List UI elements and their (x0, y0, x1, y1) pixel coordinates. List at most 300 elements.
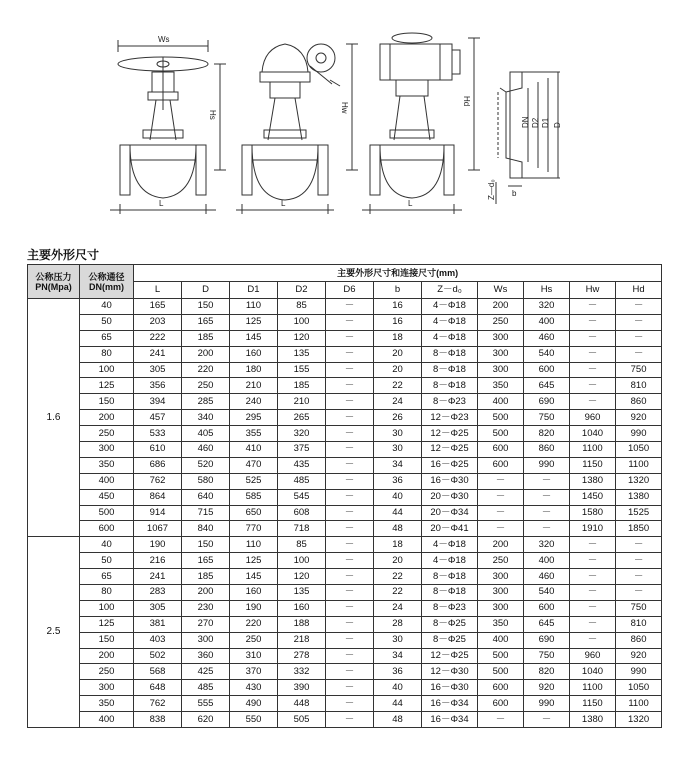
table-cell: 860 (616, 394, 662, 410)
table-cell: 150 (182, 537, 230, 553)
table-row (28, 330, 662, 346)
table-cell: 600 (478, 696, 524, 712)
table-cell: 241 (134, 346, 182, 362)
table-cell: 203 (134, 314, 182, 330)
table-cell: 500 (478, 664, 524, 680)
table-cell: － (326, 696, 374, 712)
dn-cell: 200 (80, 410, 134, 426)
dn-cell: 40 (80, 299, 134, 315)
table-row (28, 457, 662, 473)
table-row (28, 410, 662, 426)
table-cell: 110 (230, 537, 278, 553)
table-cell: 305 (134, 600, 182, 616)
table-cell: 610 (134, 442, 182, 458)
table-row (28, 362, 662, 378)
table-cell: 460 (182, 442, 230, 458)
table-row (28, 426, 662, 442)
table-cell: 820 (524, 664, 570, 680)
table-cell: 300 (478, 569, 524, 585)
dn-cell: 250 (80, 664, 134, 680)
table-cell: 300 (478, 600, 524, 616)
table-cell: 505 (278, 712, 326, 728)
table-cell: 840 (182, 521, 230, 537)
table-cell: 545 (278, 489, 326, 505)
table-cell: 960 (570, 648, 616, 664)
table-cell: 500 (478, 426, 524, 442)
table-cell: 990 (616, 664, 662, 680)
dim-d1-label: D1 (541, 117, 550, 128)
header-dn-text: 公称通径 DN(mm) (88, 271, 125, 292)
electric-valve-drawing (362, 33, 480, 214)
table-cell: 185 (182, 569, 230, 585)
table-cell: 690 (524, 394, 570, 410)
table-cell: 8－Φ25 (422, 616, 478, 632)
table-row (28, 346, 662, 362)
dn-cell: 125 (80, 378, 134, 394)
table-cell: 120 (278, 569, 326, 585)
table-cell: 600 (478, 442, 524, 458)
table-cell: 600 (478, 457, 524, 473)
header-dn (80, 265, 134, 299)
table-cell: 145 (230, 330, 278, 346)
table-cell: 525 (230, 473, 278, 489)
table-cell: 500 (478, 410, 524, 426)
table-cell: 1380 (616, 489, 662, 505)
column-header: D6 (326, 282, 374, 299)
table-cell: － (326, 537, 374, 553)
table-cell: 16 (374, 299, 422, 315)
table-body (28, 299, 662, 728)
table-cell: － (616, 569, 662, 585)
table-cell: － (570, 314, 616, 330)
table-row (28, 394, 662, 410)
table-cell: 355 (230, 426, 278, 442)
table-cell: 1100 (616, 457, 662, 473)
table-cell: 40 (374, 489, 422, 505)
table-cell: 12－Φ25 (422, 426, 478, 442)
table-cell: 12－Φ30 (422, 664, 478, 680)
dn-cell: 400 (80, 473, 134, 489)
table-cell: 340 (182, 410, 230, 426)
table-cell: 250 (230, 632, 278, 648)
table-row (28, 378, 662, 394)
table-cell: 405 (182, 426, 230, 442)
table-cell: 718 (278, 521, 326, 537)
dim-ws-label: Ws (158, 35, 170, 44)
table-cell: 135 (278, 346, 326, 362)
table-cell: － (524, 489, 570, 505)
table-cell: － (326, 680, 374, 696)
table-cell: 200 (182, 585, 230, 601)
table-cell: － (326, 330, 374, 346)
table-cell: 320 (524, 299, 570, 315)
table-cell: 555 (182, 696, 230, 712)
table-cell: 160 (230, 346, 278, 362)
table-cell: － (570, 299, 616, 315)
column-header: Hs (524, 282, 570, 299)
table-cell: 160 (230, 585, 278, 601)
table-cell: 22 (374, 569, 422, 585)
table-cell: － (326, 553, 374, 569)
table-cell: － (570, 330, 616, 346)
table-cell: 8－Φ18 (422, 346, 478, 362)
table-cell: 165 (134, 299, 182, 315)
column-header: Hw (570, 282, 616, 299)
table-cell: － (570, 569, 616, 585)
dimensions-table (27, 264, 662, 728)
table-cell: 370 (230, 664, 278, 680)
table-cell: 125 (230, 314, 278, 330)
table-cell: 864 (134, 489, 182, 505)
table-cell: 300 (182, 632, 230, 648)
table-cell: － (524, 521, 570, 537)
table-cell: 762 (134, 473, 182, 489)
table-cell: 320 (278, 426, 326, 442)
table-cell: 394 (134, 394, 182, 410)
table-cell: 30 (374, 426, 422, 442)
table-cell: 485 (278, 473, 326, 489)
table-cell: 1850 (616, 521, 662, 537)
table-cell: 20 (374, 553, 422, 569)
table-cell: 8－Φ23 (422, 600, 478, 616)
table-cell: 200 (478, 299, 524, 315)
table-cell: 285 (182, 394, 230, 410)
header-pn-text: 公称压力 PN(Mpa) (35, 271, 72, 292)
table-cell: － (326, 600, 374, 616)
table-cell: － (616, 585, 662, 601)
table-cell: 585 (230, 489, 278, 505)
table-cell: 810 (616, 378, 662, 394)
table-cell: 350 (478, 616, 524, 632)
dim-d-label: D (553, 122, 562, 128)
table-cell: 356 (134, 378, 182, 394)
table-cell: 36 (374, 664, 422, 680)
table-row (28, 616, 662, 632)
table-row (28, 569, 662, 585)
table-cell: 283 (134, 585, 182, 601)
table-cell: － (478, 521, 524, 537)
table-row (28, 680, 662, 696)
table-cell: － (326, 712, 374, 728)
column-header: Ws (478, 282, 524, 299)
table-cell: 200 (478, 537, 524, 553)
table-cell: 460 (524, 330, 570, 346)
table-row (28, 537, 662, 553)
dim-dn-label: DN (521, 116, 530, 128)
dn-cell: 250 (80, 426, 134, 442)
table-cell: 320 (524, 537, 570, 553)
table-cell: 30 (374, 632, 422, 648)
table-cell: 135 (278, 585, 326, 601)
table-cell: － (478, 473, 524, 489)
table-cell: － (326, 616, 374, 632)
column-header: Z－d₀ (422, 282, 478, 299)
table-cell: 1380 (570, 473, 616, 489)
table-cell: － (616, 299, 662, 315)
table-cell: 648 (134, 680, 182, 696)
table-cell: － (616, 537, 662, 553)
table-cell: － (570, 616, 616, 632)
table-cell: 40 (374, 680, 422, 696)
header-pn (28, 265, 80, 299)
table-cell: 278 (278, 648, 326, 664)
table-cell: 34 (374, 457, 422, 473)
dn-cell: 125 (80, 616, 134, 632)
table-cell: 533 (134, 426, 182, 442)
table-cell: 914 (134, 505, 182, 521)
table-cell: 4－Φ18 (422, 330, 478, 346)
table-cell: 20 (374, 346, 422, 362)
table-cell: 28 (374, 616, 422, 632)
table-cell: 645 (524, 378, 570, 394)
table-cell: 150 (182, 299, 230, 315)
table-cell: 485 (182, 680, 230, 696)
table-cell: 400 (478, 394, 524, 410)
table-cell: 920 (616, 410, 662, 426)
table-cell: 20－Φ30 (422, 489, 478, 505)
table-cell: 1050 (616, 442, 662, 458)
dn-cell: 450 (80, 489, 134, 505)
table-cell: 490 (230, 696, 278, 712)
table-cell: 165 (182, 314, 230, 330)
table-cell: 22 (374, 378, 422, 394)
table-cell: － (326, 426, 374, 442)
table-cell: 300 (478, 346, 524, 362)
table-cell: 85 (278, 299, 326, 315)
table-cell: 12－Φ25 (422, 648, 478, 664)
dn-cell: 500 (80, 505, 134, 521)
table-cell: 18 (374, 537, 422, 553)
table-cell: － (570, 537, 616, 553)
table-cell: 4－Φ18 (422, 537, 478, 553)
table-cell: 375 (278, 442, 326, 458)
table-row (28, 585, 662, 601)
table-cell: 608 (278, 505, 326, 521)
table-cell: 990 (524, 457, 570, 473)
table-cell: 550 (230, 712, 278, 728)
table-cell: 165 (182, 553, 230, 569)
table-cell: 300 (478, 585, 524, 601)
table-cell: 580 (182, 473, 230, 489)
table-cell: 425 (182, 664, 230, 680)
table-cell: 1380 (570, 712, 616, 728)
table-row (28, 600, 662, 616)
table-cell: 220 (230, 616, 278, 632)
table-cell: 222 (134, 330, 182, 346)
dim-b-label: b (512, 189, 517, 198)
column-header: D1 (230, 282, 278, 299)
table-row (28, 648, 662, 664)
table-cell: 26 (374, 410, 422, 426)
table-cell: 44 (374, 696, 422, 712)
table-cell: － (570, 346, 616, 362)
table-cell: 540 (524, 346, 570, 362)
table-cell: 265 (278, 410, 326, 426)
table-cell: － (570, 553, 616, 569)
dim-l-label-1: L (159, 199, 164, 208)
table-cell: － (478, 505, 524, 521)
table-cell: 1320 (616, 473, 662, 489)
table-cell: － (570, 362, 616, 378)
table-cell: 1100 (570, 680, 616, 696)
table-cell: － (326, 521, 374, 537)
dn-cell: 100 (80, 600, 134, 616)
table-cell: － (616, 346, 662, 362)
dim-hs-label: Hs (208, 110, 217, 120)
table-cell: 190 (134, 537, 182, 553)
table-cell: 990 (524, 696, 570, 712)
table-cell: 16－Φ30 (422, 680, 478, 696)
table-cell: 650 (230, 505, 278, 521)
column-header: L (134, 282, 182, 299)
table-cell: 762 (134, 696, 182, 712)
table-cell: 34 (374, 648, 422, 664)
table-cell: － (616, 553, 662, 569)
table-cell: 960 (570, 410, 616, 426)
table-cell: － (570, 632, 616, 648)
table-cell: 360 (182, 648, 230, 664)
table-cell: － (326, 362, 374, 378)
table-cell: 430 (230, 680, 278, 696)
table-cell: 600 (524, 362, 570, 378)
table-cell: 12－Φ23 (422, 410, 478, 426)
table-cell: 24 (374, 394, 422, 410)
table-row (28, 299, 662, 315)
table-cell: 44 (374, 505, 422, 521)
table-cell: 20－Φ34 (422, 505, 478, 521)
table-cell: 640 (182, 489, 230, 505)
dn-cell: 80 (80, 346, 134, 362)
table-cell: 22 (374, 585, 422, 601)
table-cell: 240 (230, 394, 278, 410)
table-cell: 1150 (570, 457, 616, 473)
table-cell: － (326, 473, 374, 489)
table-row (28, 632, 662, 648)
table-cell: － (570, 600, 616, 616)
table-cell: 1450 (570, 489, 616, 505)
column-header: D2 (278, 282, 326, 299)
pressure-cell: 1.6 (28, 299, 80, 537)
table-cell: 270 (182, 616, 230, 632)
table-cell: 190 (230, 600, 278, 616)
flange-section-drawing (487, 72, 562, 204)
table-cell: 4－Φ18 (422, 299, 478, 315)
dn-cell: 65 (80, 569, 134, 585)
table-row (28, 696, 662, 712)
table-cell: 690 (524, 632, 570, 648)
table-cell: 332 (278, 664, 326, 680)
table-cell: － (524, 712, 570, 728)
table-cell: 16－Φ30 (422, 473, 478, 489)
gear-valve-drawing (236, 44, 358, 214)
table-cell: 250 (478, 553, 524, 569)
table-cell: 1050 (616, 680, 662, 696)
dn-cell: 600 (80, 521, 134, 537)
dn-cell: 150 (80, 632, 134, 648)
table-cell: 120 (278, 330, 326, 346)
table-cell: 160 (278, 600, 326, 616)
table-cell: 185 (278, 378, 326, 394)
table-cell: － (570, 378, 616, 394)
table-cell: 100 (278, 314, 326, 330)
table-cell: 305 (134, 362, 182, 378)
table-cell: － (616, 330, 662, 346)
table-cell: 502 (134, 648, 182, 664)
table-cell: 220 (182, 362, 230, 378)
valve-drawings (0, 0, 700, 240)
table-cell: 390 (278, 680, 326, 696)
table-cell: 210 (230, 378, 278, 394)
column-header: D (182, 282, 230, 299)
dim-z-label: Z—d₀ (487, 179, 496, 200)
table-cell: 1100 (616, 696, 662, 712)
dn-cell: 50 (80, 314, 134, 330)
table-cell: 48 (374, 712, 422, 728)
table-cell: 750 (524, 648, 570, 664)
table-cell: 36 (374, 473, 422, 489)
table-cell: － (478, 712, 524, 728)
table-cell: 350 (478, 378, 524, 394)
table-cell: 85 (278, 537, 326, 553)
table-cell: 310 (230, 648, 278, 664)
table-cell: 250 (182, 378, 230, 394)
dn-cell: 300 (80, 680, 134, 696)
section-title: 主要外形尺寸 (27, 248, 100, 262)
table-cell: 295 (230, 410, 278, 426)
table-cell: 860 (524, 442, 570, 458)
table-cell: 216 (134, 553, 182, 569)
table-cell: 568 (134, 664, 182, 680)
table-cell: 715 (182, 505, 230, 521)
dn-cell: 350 (80, 696, 134, 712)
dn-cell: 350 (80, 457, 134, 473)
table-row (28, 505, 662, 521)
pressure-cell: 2.5 (28, 537, 80, 728)
dn-cell: 150 (80, 394, 134, 410)
dim-hw-label: Hw (340, 102, 349, 114)
dn-cell: 200 (80, 648, 134, 664)
table-cell: 16－Φ25 (422, 457, 478, 473)
table-row (28, 521, 662, 537)
table-cell: 500 (478, 648, 524, 664)
table-cell: 460 (524, 569, 570, 585)
table-cell: 16－Φ34 (422, 712, 478, 728)
table-cell: 448 (278, 696, 326, 712)
header-group: 主要外形尺寸和连接尺寸(mm) (134, 265, 662, 282)
table-cell: － (326, 648, 374, 664)
table-cell: 381 (134, 616, 182, 632)
dn-cell: 50 (80, 553, 134, 569)
table-cell: 230 (182, 600, 230, 616)
dn-cell: 65 (80, 330, 134, 346)
table-cell: 8－Φ18 (422, 378, 478, 394)
table-cell: 820 (524, 426, 570, 442)
table-cell: 8－Φ23 (422, 394, 478, 410)
table-cell: 48 (374, 521, 422, 537)
table-cell: 155 (278, 362, 326, 378)
table-cell: 20－Φ41 (422, 521, 478, 537)
table-cell: 920 (616, 648, 662, 664)
table-cell: － (478, 489, 524, 505)
table-cell: 16－Φ34 (422, 696, 478, 712)
dim-l-label-3: L (408, 199, 413, 208)
table-cell: 1067 (134, 521, 182, 537)
table-cell: 1150 (570, 696, 616, 712)
table-cell: 400 (524, 553, 570, 569)
table-cell: 250 (478, 314, 524, 330)
table-cell: 180 (230, 362, 278, 378)
table-cell: 18 (374, 330, 422, 346)
